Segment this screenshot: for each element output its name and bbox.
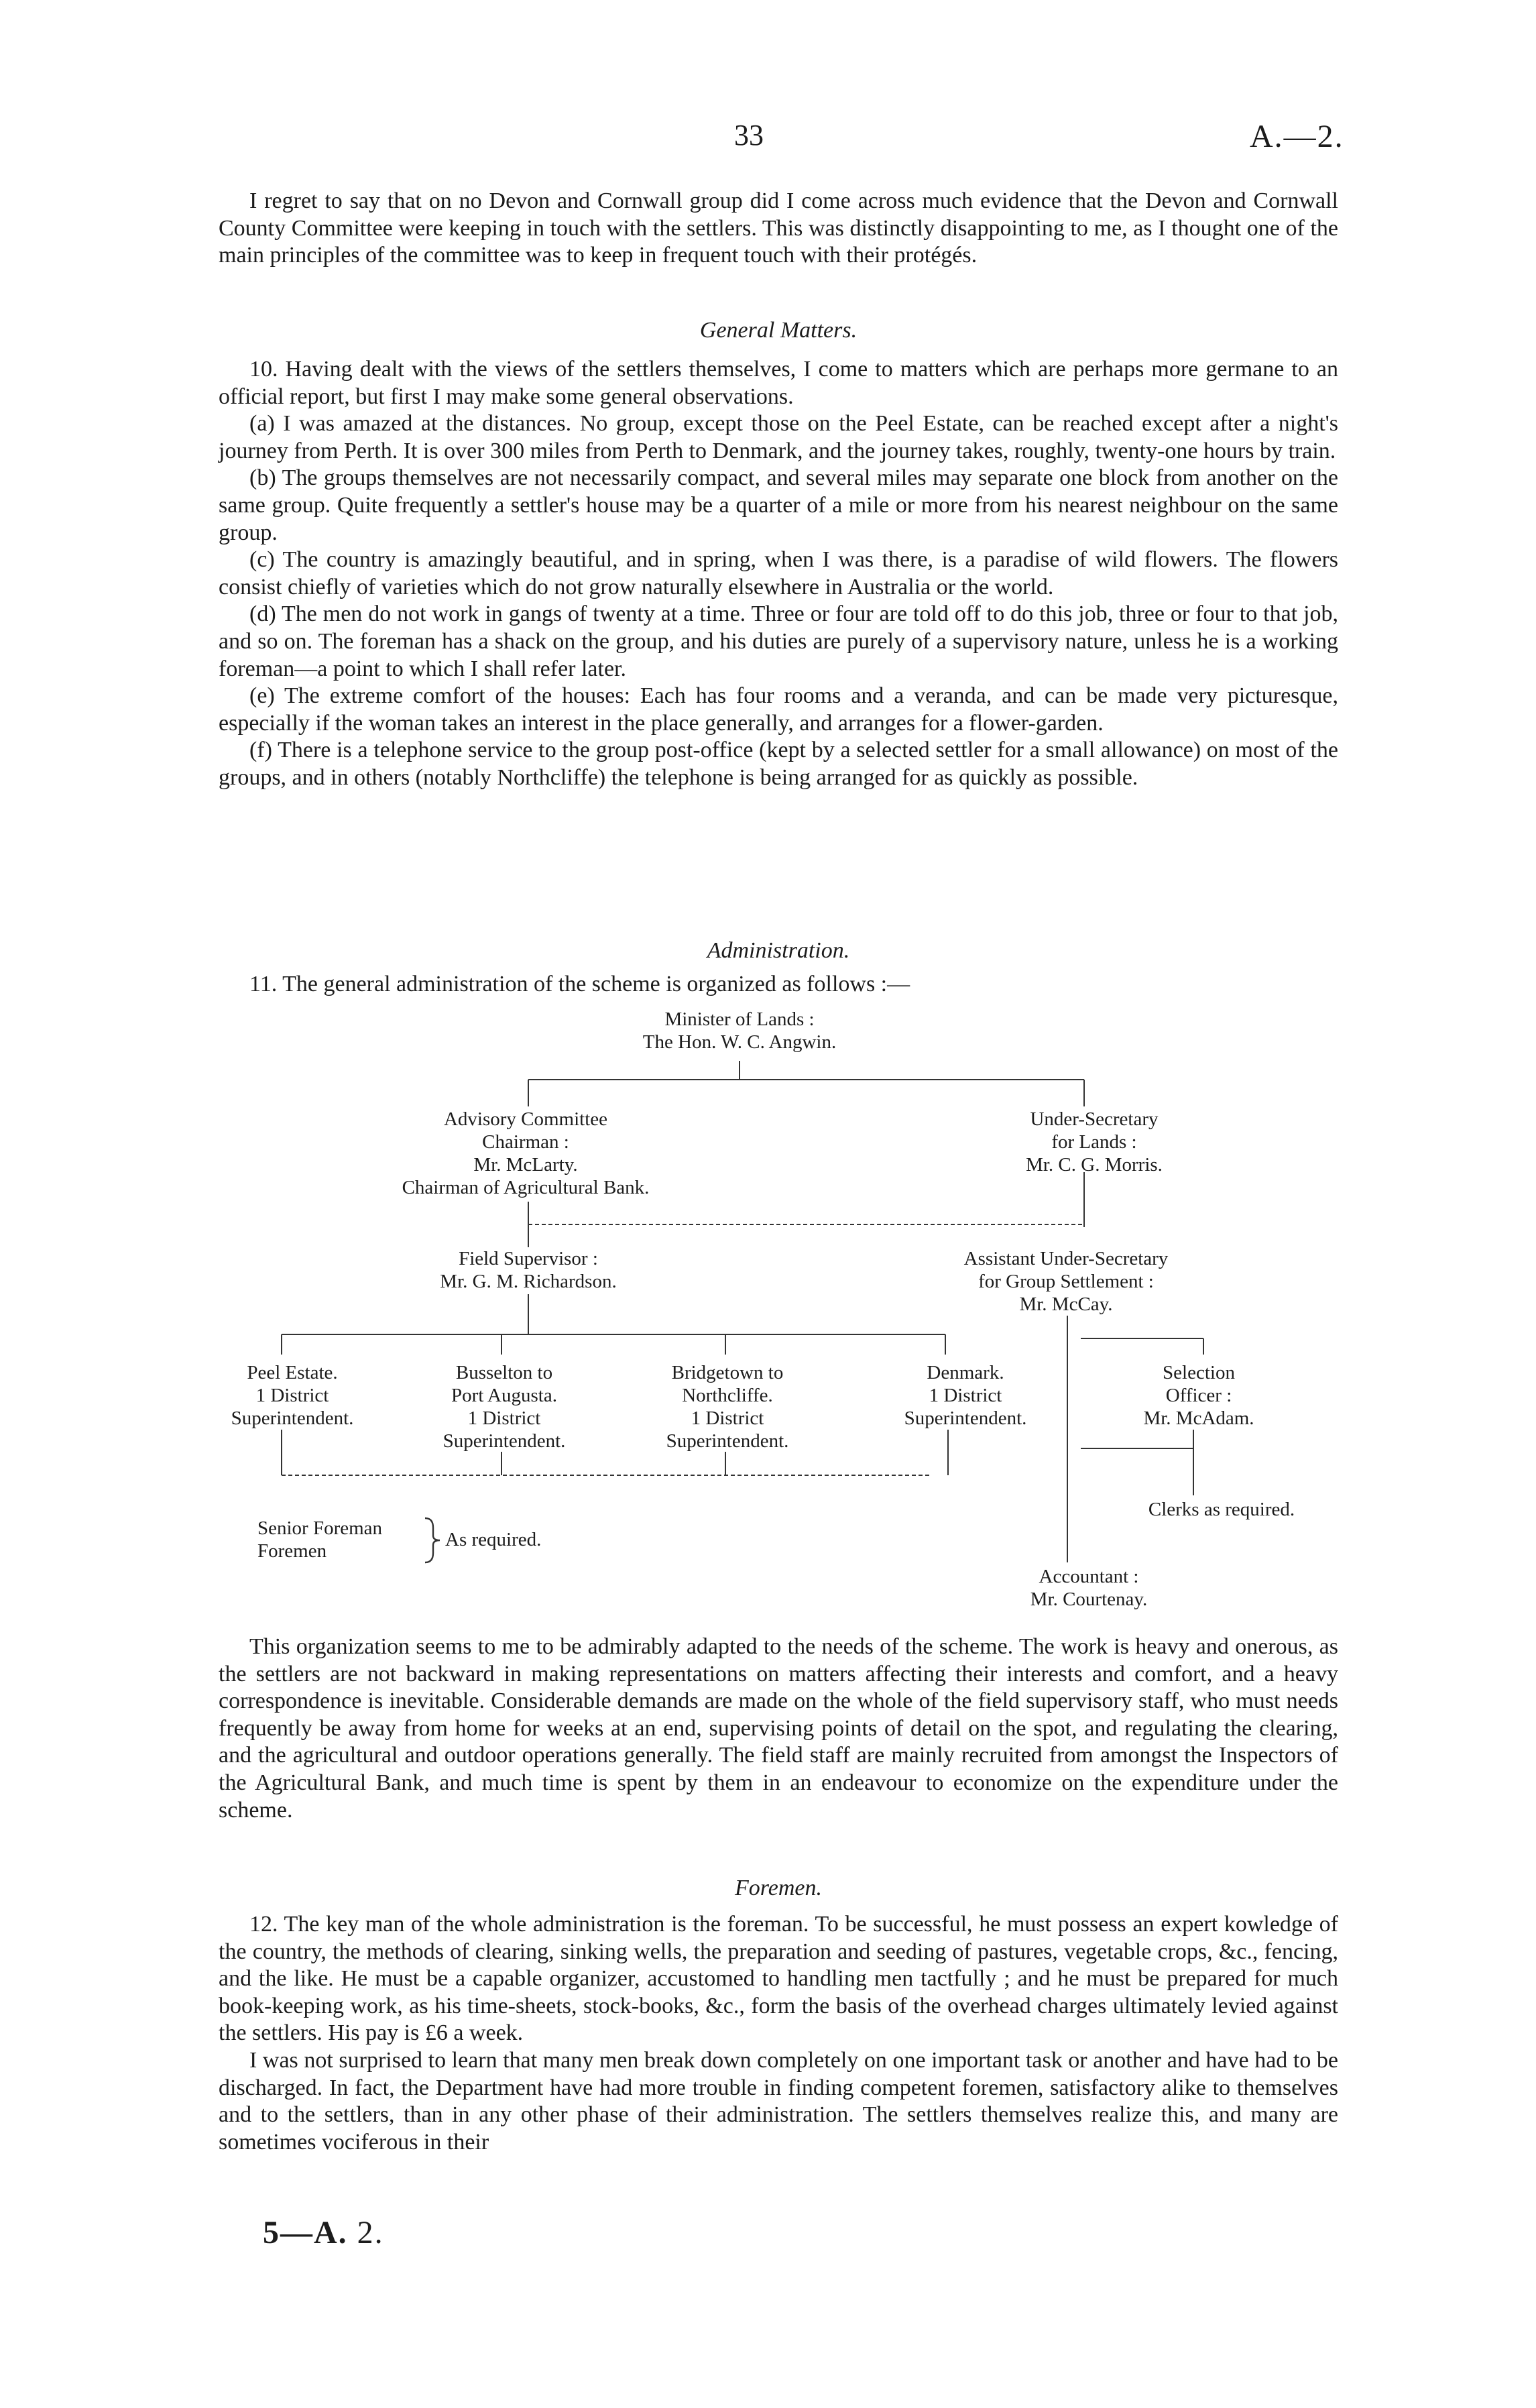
series-reference: A.—2. (1250, 119, 1344, 154)
page-number: 33 (734, 119, 764, 152)
org-node-advisory-committee: Advisory Committee Chairman : Mr. McLarty. Chairman of Agricultural Bank. (402, 1108, 650, 1198)
administration-heading: Administration. (707, 938, 850, 963)
paragraph-10: 10. Having dealt with the views of the settlers themselves, I come to matters which are perhaps more germane to an official report, but first I may make some general observations. (219, 357, 1338, 409)
signature-mark: 5—A. 2. (263, 2215, 384, 2250)
paragraph-10f: (f) There is a telephone service to the group post-office (kept by a selected settler for a small allowance) on most of the groups, and in others (notably Northcliffe) the telephone is being arranged for as quickly as possible. (219, 738, 1338, 790)
foremen-body (219, 1911, 1338, 2156)
foremen-heading: Foremen. (735, 1876, 822, 1900)
paragraph-11: 11. The general administration of the scheme is organized as follows :— (249, 972, 910, 996)
org-node-clerks: Clerks as required. (1148, 1499, 1295, 1520)
org-node-bridgetown: Bridgetown to Northcliffe. 1 District Superintendent. (666, 1362, 789, 1452)
paragraph-10e: (e) The extreme comfort of the houses: Each has four rooms and a veranda, and can be made very picturesque, especially if the woman takes an interest in the place generally, and arranges for a flower-garden. (219, 683, 1338, 736)
paragraph-10c: (c) The country is amazingly beautiful, and in spring, when I was there, is a paradise of wild flowers. The flowers consist chiefly of varieties which do not grow naturally elsewhere in Australia or the world. (219, 547, 1338, 599)
general-matters-body (219, 356, 1338, 792)
intro-paragraph-block (219, 188, 1338, 270)
paragraph-10d: (d) The men do not work in gangs of twenty at a time. Three or four are told off to do this job, three or four to that job, and so on. The foreman has a shack on the group, and his duties are purely of a supervisory nature, unless he is a working foreman—a point to which I shall refer later. (219, 601, 1338, 681)
org-node-field-supervisor: Field Supervisor : Mr. G. M. Richardson. (440, 1248, 617, 1292)
org-node-peel-estate: Peel Estate. 1 District Superintendent. (231, 1362, 354, 1429)
page-header (0, 118, 1536, 158)
paragraph-12: 12. The key man of the whole administration is the foreman. To be successful, he must possess an expert kowledge of the country, the methods of clearing, sinking wells, the preparation and seeding of pastures, vegetable crops, &c., fencing, and the like. He must be a capable organizer, accustomed to handling men tactfully ; and he must be prepared for much book-keeping work, as his time-sheets, stock-books, &c., form the basis of the overhead charges ultimately levied against the settlers. His pay is £6 a week. (219, 1912, 1338, 2046)
administration-after-paragraph: This organization seems to me to be admirably adapted to the needs of the scheme. The work is heavy and onerous, as the settlers are not backward in making representations on matters affecting their interests and comfort, and a heavy correspondence is inevitable. Considerable demands are made on the whole of the field supervisory staff, who must needs frequently be away from home for weeks at an end, supervising points of detail on the spot, and regulating the clearing, and the agricultural and outdoor operations generally. The field staff are mainly recruited from amongst the Inspectors of the Agricultural Bank, and much time is spent by them in an endeavour to economize on the expenditure under the scheme. (219, 1634, 1338, 1823)
administration-intro-block (219, 971, 1338, 998)
org-node-accountant: Accountant : Mr. Courtenay. (1030, 1566, 1148, 1610)
org-node-foremen-labels: Senior Foreman Foremen (257, 1517, 383, 1562)
org-node-under-secretary: Under-Secretary for Lands : Mr. C. G. Morris. (1026, 1108, 1163, 1176)
org-node-minister: Minister of Lands : The Hon. W. C. Angwin. (642, 1009, 837, 1053)
paragraph-12-continued: I was not surprised to learn that many men break down completely on one important task or another and have had to be discharged. In fact, the Department have had more trouble in finding competent foremen, satisfactory alike to themselves and to the settlers, than in any other phase of their administration. The settlers themselves realize this, and many are sometimes vociferous in their (219, 2047, 1338, 2155)
paragraph-10a: (a) I was amazed at the distances. No group, except those on the Peel Estate, can be reached except after a night's journey from Perth. It is over 300 miles from Perth to Denmark, and the journey takes, roughly, twenty-one hours by train. (219, 411, 1338, 463)
org-node-as-required: As required. (445, 1529, 542, 1550)
general-matters-heading: General Matters. (699, 318, 858, 343)
org-node-denmark: Denmark. 1 District Superintendent. (904, 1362, 1027, 1429)
paragraph-10b: (b) The groups themselves are not necessarily compact, and several miles may separate one block from another on the same group. Quite frequently a settler's house may be a quarter of a mile or more from his nearest neighbour on the same group. (219, 465, 1338, 545)
brace-icon (422, 1517, 442, 1564)
org-node-selection-officer: Selection Officer : Mr. McAdam. (1143, 1362, 1254, 1429)
org-node-busselton: Busselton to Port Augusta. 1 District Superintendent. (442, 1362, 566, 1452)
org-node-assistant-under-secretary: Assistant Under-Secretary for Group Settlement : Mr. McCay. (963, 1248, 1169, 1315)
administration-after-block (219, 1633, 1338, 1824)
intro-paragraph: I regret to say that on no Devon and Cornwall group did I come across much evidence that the Devon and Cornwall County Committee were keeping in touch with the settlers. This was distinctly disappointing to me, as I thought one of the main principles of the committee was to keep in frequent touch with their protégés. (219, 188, 1338, 268)
